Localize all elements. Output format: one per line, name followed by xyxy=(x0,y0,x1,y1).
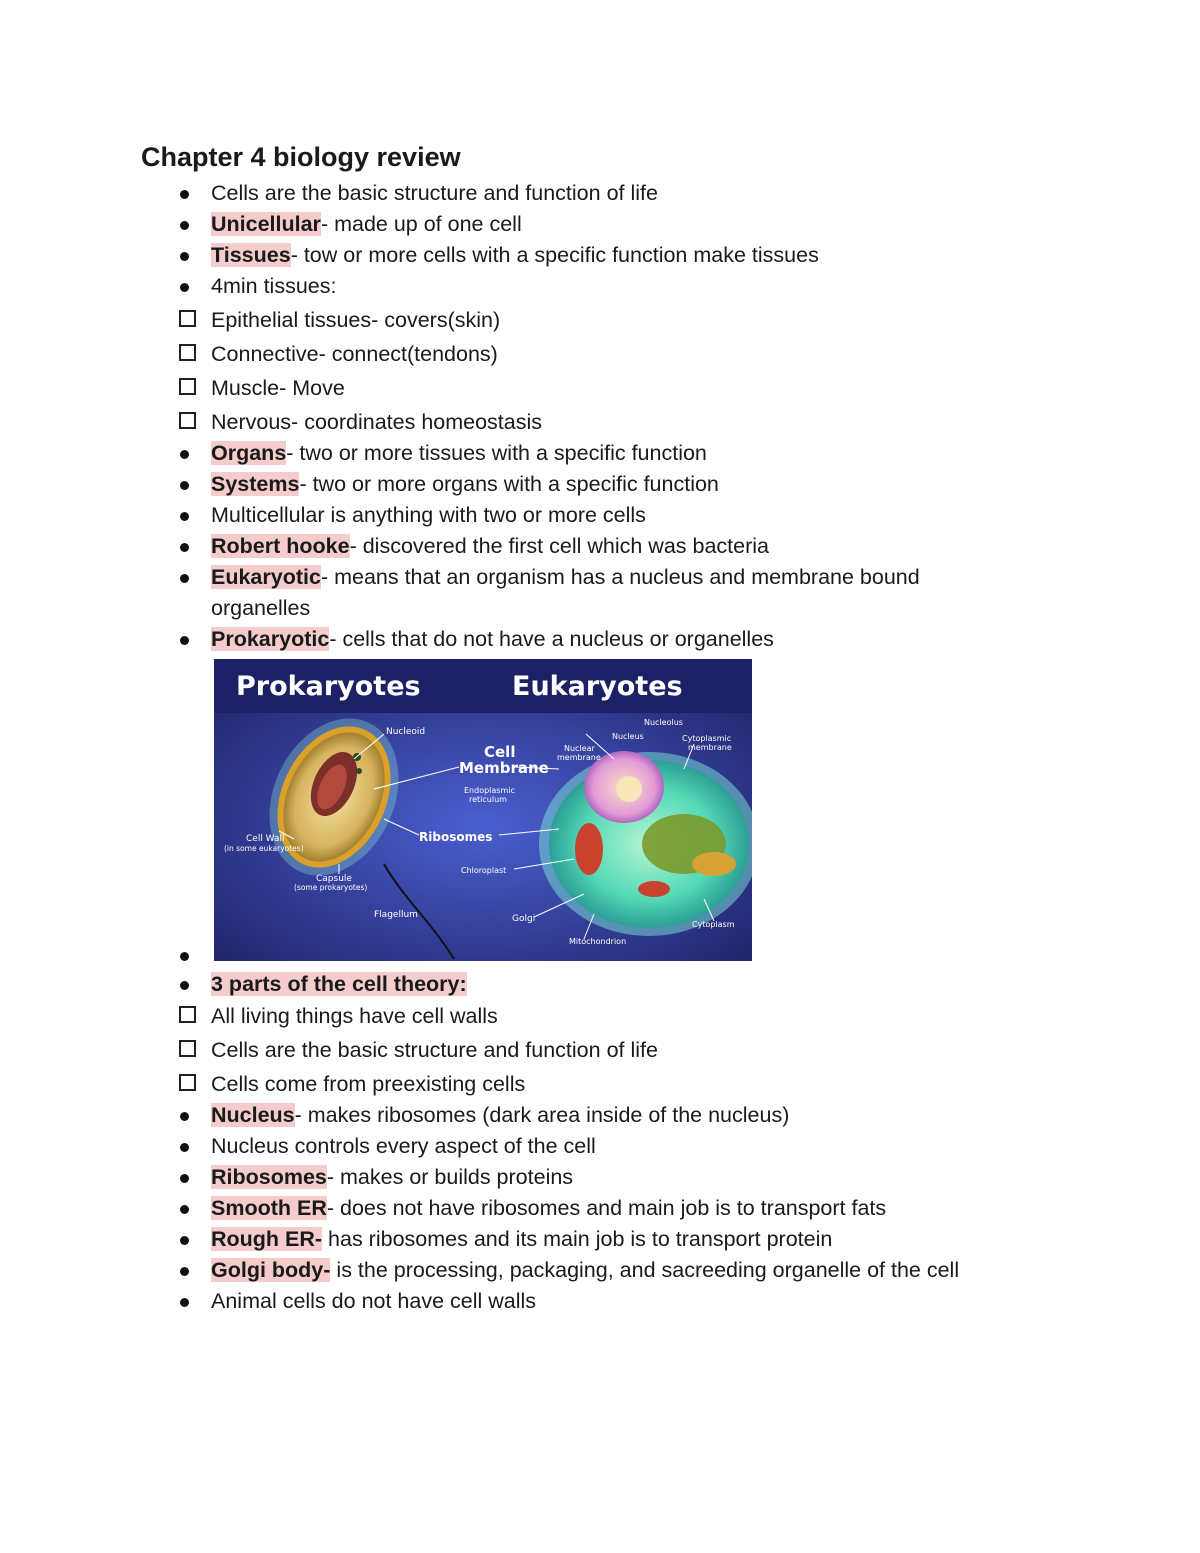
checkbox-icon[interactable] xyxy=(176,1001,206,1032)
checkbox-icon[interactable] xyxy=(176,339,206,370)
label-capsule-1: Capsule xyxy=(316,874,352,884)
term: 3 parts of the cell theory: xyxy=(211,972,467,996)
list-item xyxy=(176,1035,1076,1066)
label-nucleolus: Nucleolus xyxy=(644,718,683,727)
list-item xyxy=(176,1286,1076,1317)
item-text: - made up of one cell xyxy=(320,212,522,236)
bullet-icon xyxy=(176,500,206,531)
label-er-2: reticulum xyxy=(469,795,507,804)
bullet-icon xyxy=(176,1162,206,1193)
item-text: Cells are the basic structure and function of life xyxy=(211,181,658,205)
item-text: - two or more tissues with a specific function xyxy=(286,441,707,465)
item-text: is the processing, packaging, and sacreeding organelle of the cell xyxy=(330,1258,960,1282)
bullet-icon xyxy=(176,209,206,240)
bullet-icon xyxy=(176,1255,206,1286)
checkbox-icon[interactable] xyxy=(176,373,206,404)
item-text: - makes ribosomes (dark area inside of the nucleus) xyxy=(294,1103,790,1127)
bullet-icon xyxy=(176,531,206,562)
term: Robert hooke xyxy=(211,534,350,558)
term: Prokaryotic xyxy=(211,627,330,651)
label-nuclear-membrane-2: membrane xyxy=(557,753,601,762)
term: Systems xyxy=(211,472,300,496)
item-text: Cells come from preexisting cells xyxy=(211,1072,526,1096)
list-item xyxy=(176,562,1076,624)
term: Eukaryotic xyxy=(211,565,321,589)
list-item-empty xyxy=(176,940,1076,971)
label-cytoplasm: Cytoplasm xyxy=(692,920,735,929)
label-cell-membrane-2: Membrane xyxy=(459,759,549,777)
term: Ribosomes xyxy=(211,1165,327,1189)
label-er-1: Endoplasmic xyxy=(464,786,515,795)
page-title: Chapter 4 biology review xyxy=(141,142,461,172)
item-text: Multicellular is anything with two or more cells xyxy=(211,503,646,527)
list-item xyxy=(176,240,1076,271)
diagram-heading-eukaryotes: Eukaryotes xyxy=(512,671,683,702)
term: Golgi body- xyxy=(211,1258,331,1282)
bullet-icon xyxy=(176,562,206,593)
label-capsule-2: (some prokaryotes) xyxy=(294,883,368,892)
label-nuclear-membrane-1: Nuclear xyxy=(564,744,595,753)
list-item xyxy=(176,500,1076,531)
list-item xyxy=(176,1001,1076,1032)
checkbox-icon[interactable] xyxy=(176,407,206,438)
list-item xyxy=(176,438,1076,469)
item-text: - makes or builds proteins xyxy=(326,1165,574,1189)
prokaryote-eukaryote-diagram xyxy=(214,659,752,961)
item-text: Animal cells do not have cell walls xyxy=(211,1289,537,1313)
term: Rough ER- xyxy=(211,1227,323,1251)
list-item xyxy=(176,531,1076,562)
diagram-heading-prokaryotes: Prokaryotes xyxy=(236,671,421,702)
bullet-icon xyxy=(176,1131,206,1162)
item-text: Connective- connect(tendons) xyxy=(211,342,498,366)
term: Nucleus xyxy=(211,1103,295,1127)
list-item xyxy=(176,1162,1076,1193)
label-flagellum: Flagellum xyxy=(374,910,418,920)
term: Tissues xyxy=(211,243,291,267)
item-text: - discovered the first cell which was bacteria xyxy=(349,534,769,558)
label-cell-membrane-1: Cell xyxy=(484,743,516,761)
label-cell-wall-2: (in some eukaryotes) xyxy=(224,844,304,853)
item-text: 4min tissues: xyxy=(211,274,337,298)
item-text: has ribosomes and its main job is to transport protein xyxy=(322,1227,833,1251)
bullet-icon xyxy=(176,969,206,1000)
list-item xyxy=(176,339,1076,370)
item-text: Muscle- Move xyxy=(211,376,345,400)
label-cytoplasmic-membrane-1: Cytoplasmic xyxy=(682,734,732,743)
label-cell-wall-1: Cell Wall xyxy=(246,834,285,844)
item-text: - means that an organism has a nucleus and membrane bound organelles xyxy=(211,565,920,620)
bullet-icon xyxy=(176,469,206,500)
item-text: - does not have ribosomes and main job is to transport fats xyxy=(326,1196,887,1220)
label-ribosomes: Ribosomes xyxy=(419,830,493,844)
item-text: Cells are the basic structure and function of life xyxy=(211,1038,658,1062)
item-text: Nervous- coordinates homeostasis xyxy=(211,410,543,434)
term: Organs xyxy=(211,441,287,465)
bullet-icon xyxy=(176,1224,206,1255)
bullet-icon xyxy=(176,940,206,971)
bullet-icon xyxy=(176,1286,206,1317)
term: Unicellular xyxy=(211,212,321,236)
bullet-icon xyxy=(176,178,206,209)
list-item xyxy=(176,1069,1076,1100)
label-nucleus: Nucleus xyxy=(612,732,644,741)
bullet-icon xyxy=(176,1100,206,1131)
checkbox-icon[interactable] xyxy=(176,1069,206,1100)
item-text: All living things have cell walls xyxy=(211,1004,498,1028)
bullet-icon xyxy=(176,438,206,469)
bullet-icon xyxy=(176,240,206,271)
list-item xyxy=(176,624,1076,655)
list-item xyxy=(176,271,1076,302)
list-item xyxy=(176,1224,1076,1255)
label-cytoplasmic-membrane-2: membrane xyxy=(688,743,732,752)
bullet-icon xyxy=(176,624,206,655)
item-text: - tow or more cells with a specific function make tissues xyxy=(290,243,819,267)
item-text: - cells that do not have a nucleus or organelles xyxy=(329,627,774,651)
label-chloroplast: Chloroplast xyxy=(461,866,507,875)
bullet-icon xyxy=(176,1193,206,1224)
bullet-icon xyxy=(176,271,206,302)
list-item xyxy=(176,469,1076,500)
label-golgi: Golgi xyxy=(512,914,536,924)
list-item xyxy=(176,178,1076,209)
item-text: Nucleus controls every aspect of the cell xyxy=(211,1134,596,1158)
list-item xyxy=(176,1255,1076,1286)
list-item xyxy=(176,1100,1076,1131)
list-item xyxy=(176,1193,1076,1224)
term: Smooth ER xyxy=(211,1196,327,1220)
list-item xyxy=(176,1131,1076,1162)
checkbox-icon[interactable] xyxy=(176,305,206,336)
list-item xyxy=(176,969,1076,1000)
item-text: - two or more organs with a specific function xyxy=(299,472,719,496)
checkbox-icon[interactable] xyxy=(176,1035,206,1066)
list-item xyxy=(176,407,1076,438)
label-nucleoid: Nucleoid xyxy=(386,727,426,737)
item-text: Epithelial tissues- covers(skin) xyxy=(211,308,501,332)
list-item xyxy=(176,209,1076,240)
label-mitochondrion: Mitochondrion xyxy=(569,937,627,946)
list-item xyxy=(176,373,1076,404)
list-item xyxy=(176,305,1076,336)
